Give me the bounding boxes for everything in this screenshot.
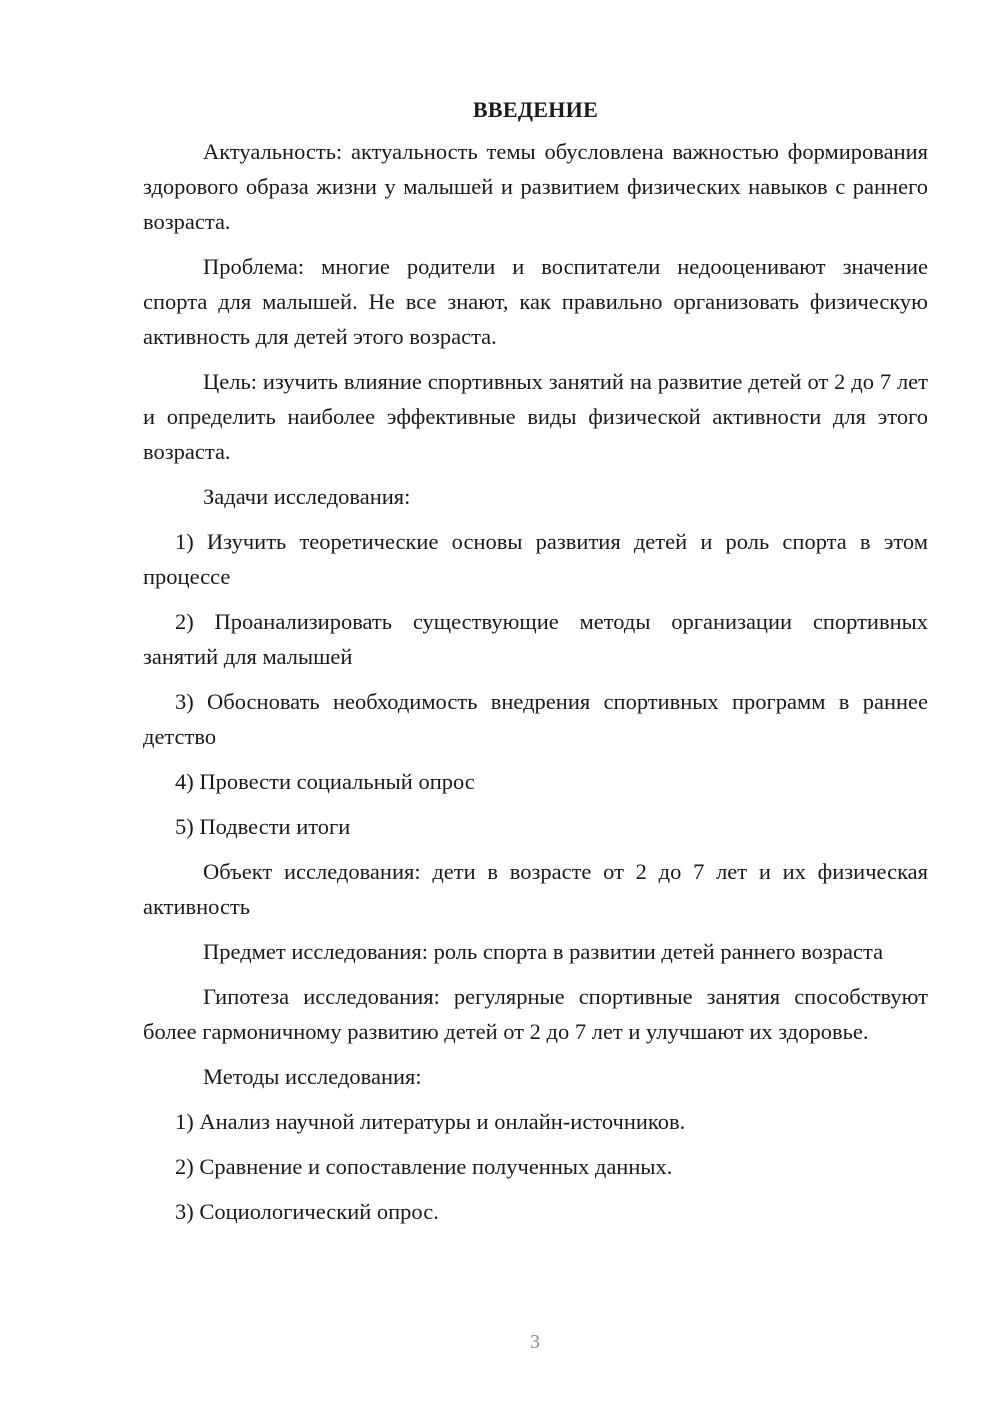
document-page <box>143 92 928 1239</box>
object-paragraph: Объект исследования: дети в возрасте от 2 до 7 лет и их физическая активность <box>143 859 928 919</box>
method-item-2: 2) Сравнение и сопоставление полученных данных. <box>175 1154 673 1179</box>
hypothesis-paragraph: Гипотеза исследования: регулярные спортивные занятия способствуют более гармоничному развитию детей от 2 до 7 лет и улучшают их здоровье. <box>143 984 928 1044</box>
page-title: ВВЕДЕНИЕ <box>472 97 599 122</box>
method-item-1: 1) Анализ научной литературы и онлайн-источников. <box>175 1109 686 1134</box>
page-number: 3 <box>530 1331 540 1353</box>
task-item-3: 3) Обосновать необходимость внедрения спортивных программ в раннее детство <box>143 689 928 749</box>
relevance-paragraph: Актуальность: актуальность темы обусловлена важностью формирования здорового образа жизни у малышей и развитием физических навыков с раннего возраста. <box>143 139 928 234</box>
task-item-4: 4) Провести социальный опрос <box>175 769 475 794</box>
subject-paragraph: Предмет исследования: роль спорта в развитии детей раннего возраста <box>203 939 884 964</box>
task-item-2: 2) Проанализировать существующие методы организации спортивных занятий для малышей <box>143 609 928 669</box>
methods-heading: Методы исследования: <box>203 1064 422 1089</box>
task-item-1: 1) Изучить теоретические основы развития детей и роль спорта в этом процессе <box>143 529 928 589</box>
problem-paragraph: Проблема: многие родители и воспитатели недооценивают значение спорта для малышей. Не все знают, как правильно организовать физическую активность для детей этого возраста. <box>143 254 928 349</box>
tasks-heading: Задачи исследования: <box>203 484 411 509</box>
goal-paragraph: Цель: изучить влияние спортивных занятий на развитие детей от 2 до 7 лет и определить наиболее эффективные виды физической активности для этого возраста. <box>143 369 928 464</box>
task-item-5: 5) Подвести итоги <box>175 814 351 839</box>
method-item-3: 3) Социологический опрос. <box>175 1199 439 1224</box>
